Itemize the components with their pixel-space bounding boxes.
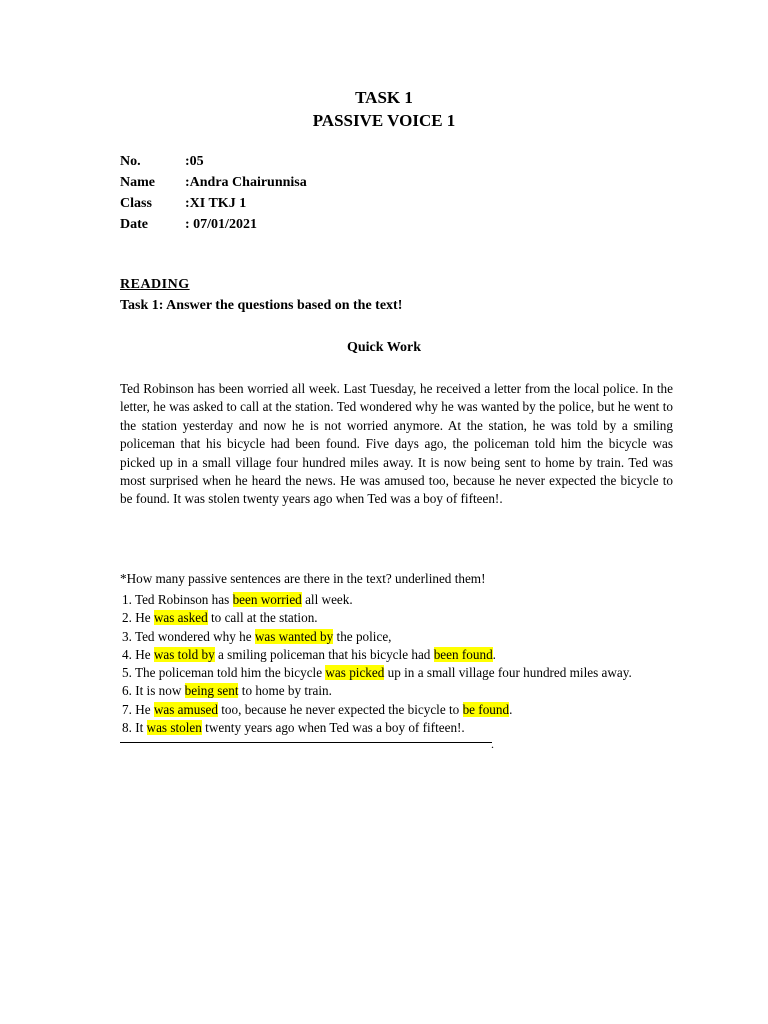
highlight: was told by: [153, 646, 215, 662]
answer-item: 3. Ted wondered why he was wanted by the police,: [122, 628, 392, 644]
answer-item: 2. He was asked to call at the station.: [122, 610, 318, 626]
student-class-label: Class: [120, 196, 152, 211]
answer-item: 4. He was told by a smiling policeman that his bicycle had been found.: [122, 646, 496, 662]
task-subtitle: PASSIVE VOICE 1: [312, 111, 456, 130]
answer-item: 6. It is now being sent to home by train.: [122, 683, 332, 699]
answer-line-end: .: [491, 737, 494, 751]
reading-passage: Ted Robinson has been worried all week. Last Tuesday, he received a letter from the local police. In the letter, he was asked to call at the station. Ted wondered why he was wanted by the police, but he went to the station yesterday and now he is not worried anymore. At the station, he was told by a smiling policeman that his bicycle had been found. Five days ago, the policeman told him the bicycle was picked up in a small village four hundred miles away. It is now being sent to home by train. Ted was most surprised when he heard the news. He was amused too, because he never expected the bicycle to be found. It was stolen twenty years ago when Ted was a boy of fifteen!.: [120, 381, 673, 507]
answer-list: [122, 591, 632, 737]
answer-item: 1. Ted Robinson has been worried all week.: [122, 592, 353, 607]
student-class-value: :XI TKJ 1: [185, 196, 247, 211]
highlight: was stolen: [146, 720, 202, 736]
section-heading: READING: [120, 277, 190, 292]
task-instruction: Task 1: Answer the questions based on the text!: [120, 298, 403, 313]
student-name-value: :Andra Chairunnisa: [185, 175, 307, 190]
highlight: being sent: [184, 683, 239, 699]
student-date-label: Date: [120, 217, 148, 232]
text-title: Quick Work: [346, 340, 422, 355]
highlight: been worried: [232, 592, 302, 607]
student-number-value: :05: [185, 154, 204, 169]
answer-item: 8. It was stolen twenty years ago when Ted was a boy of fifteen!.: [122, 720, 465, 736]
answer-item: 7. He was amused too, because he never expected the bicycle to be found.: [122, 701, 513, 717]
highlight: was asked: [153, 610, 208, 626]
student-date-value: : 07/01/2021: [185, 217, 257, 232]
highlight: be found: [462, 701, 510, 717]
question-text: *How many passive sentences are there in the text? underlined them!: [120, 571, 486, 586]
task-title: TASK 1: [355, 88, 413, 107]
highlight: was picked: [325, 665, 385, 681]
answer-line: [120, 742, 492, 743]
highlight: been found: [433, 646, 493, 662]
answer-item: 5. The policeman told him the bicycle was picked up in a small village four hundred miles away.: [122, 665, 632, 681]
highlight: was amused: [153, 701, 218, 717]
highlight: was wanted by: [254, 628, 334, 644]
student-number-label: No.: [120, 154, 141, 169]
student-name-label: Name: [120, 175, 155, 190]
